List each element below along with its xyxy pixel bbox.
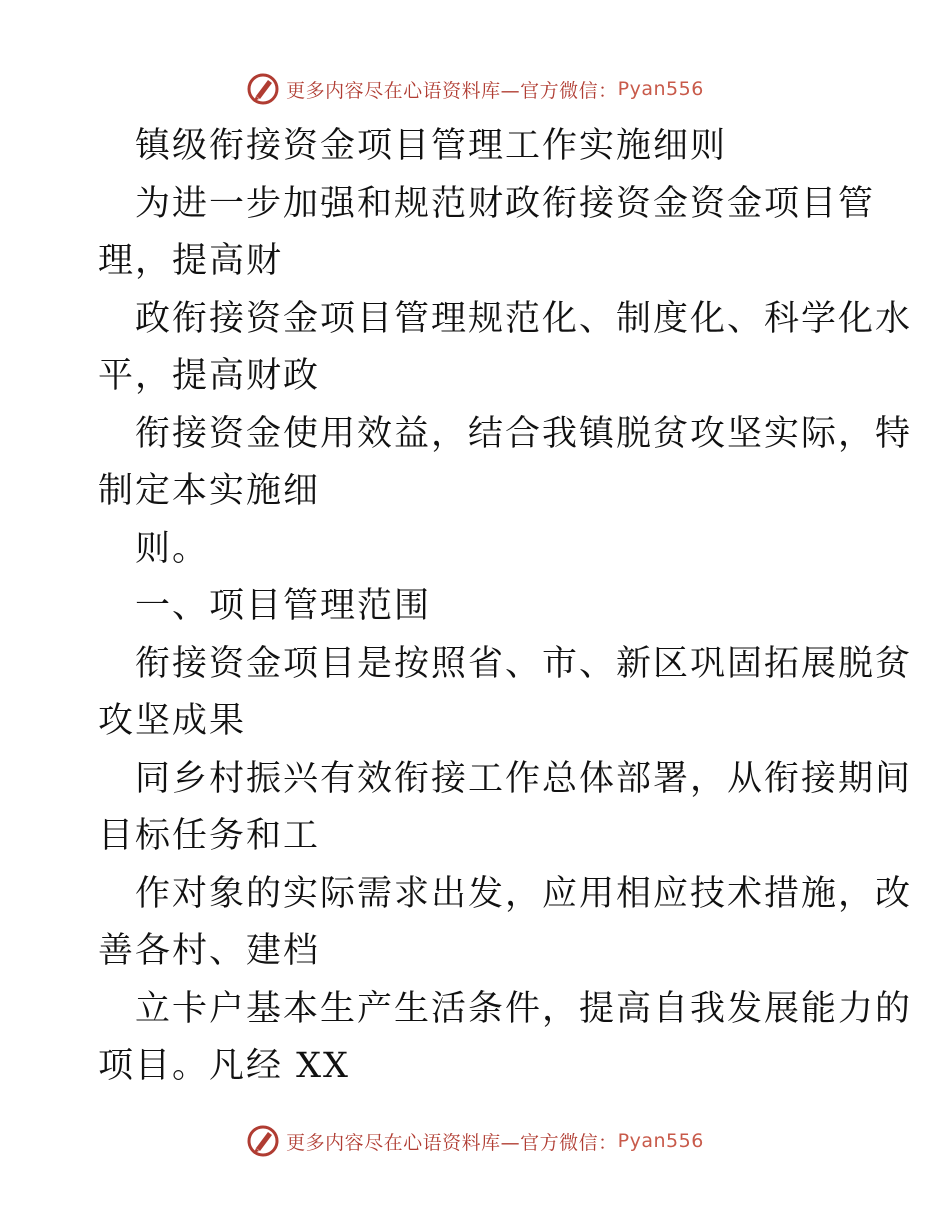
text-line: 理，提高财: [98, 241, 284, 281]
text-line: 同乡村振兴有效衔接工作总体部署，从衔接期间: [135, 758, 913, 799]
footer-watermark: [0, 1124, 950, 1158]
text-line: 平，提高财政: [98, 356, 321, 396]
text-line: 攻坚成果: [98, 701, 247, 741]
watermark-wechat-id: Pyan556: [617, 78, 704, 100]
text-line: 作对象的实际需求出发，应用相应技术措施，改: [135, 873, 913, 914]
pen-logo-icon: [246, 72, 280, 106]
watermark-text: 更多内容尽在心语资料库—官方微信：: [286, 79, 618, 102]
text-line: 镇级衔接资金项目管理工作实施细则: [135, 126, 728, 166]
text-line: 则。: [135, 528, 210, 569]
text-line: 一、项目管理范围: [135, 586, 432, 626]
header-watermark: [0, 72, 950, 106]
text-line: 衔接资金使用效益，结合我镇脱贫攻坚实际，特: [135, 413, 913, 454]
document-body: [98, 118, 913, 1096]
watermark-text: 更多内容尽在心语资料库—官方微信：: [286, 1131, 618, 1154]
text-line: 项目。凡经 XX: [98, 1046, 350, 1086]
pen-logo-icon: [246, 1124, 280, 1158]
text-line: 为进一步加强和规范财政衔接资金资金项目管: [135, 183, 876, 224]
text-line: 衔接资金项目是按照省、市、新区巩固拓展脱贫: [135, 643, 913, 684]
watermark-wechat-id: Pyan556: [617, 1130, 704, 1152]
text-line: 立卡户基本生产生活条件，提高自我发展能力的: [135, 988, 913, 1029]
text-line: 政衔接资金项目管理规范化、制度化、科学化水: [135, 298, 913, 339]
text-line: 善各村、建档: [98, 931, 321, 971]
text-line: 目标任务和工: [98, 816, 321, 856]
text-line: 制定本实施细: [98, 471, 321, 511]
